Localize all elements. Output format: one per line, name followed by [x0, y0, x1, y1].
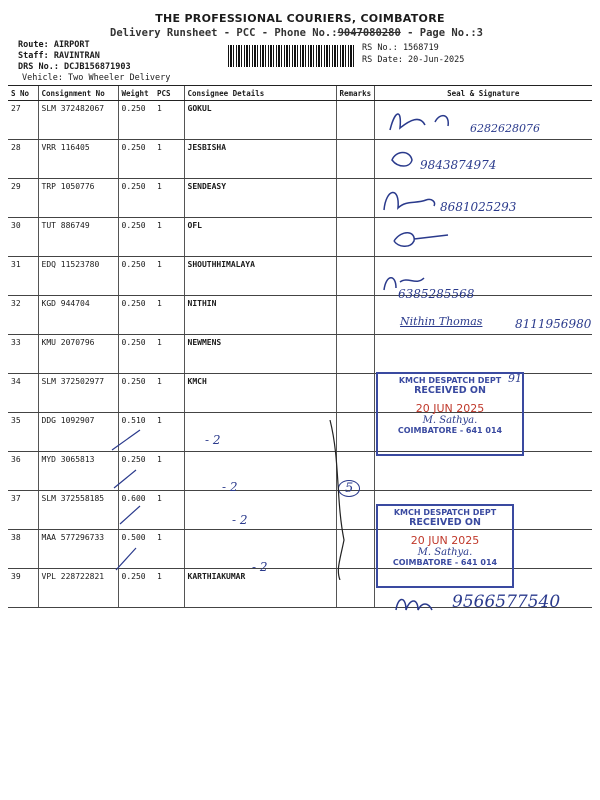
cell-consignee: SHOUTHHIMALAYA: [184, 257, 336, 296]
kmch-stamp-1: [376, 372, 524, 456]
cell-remarks: [336, 101, 374, 140]
phone-number: 9047080280: [337, 27, 401, 39]
cell-pcs: 1: [154, 296, 184, 335]
rs-date: RS Date: 20-Jun-2025: [362, 55, 465, 65]
table-row: [8, 257, 592, 296]
cell-pcs: 1: [154, 335, 184, 374]
cell-seal: [374, 452, 592, 491]
runsheet-subtitle: [110, 27, 483, 39]
page-number: - Page No.:3: [400, 27, 483, 39]
cell-sno: 37: [8, 491, 38, 530]
cell-pcs: 1: [154, 452, 184, 491]
staff-label: Staff: RAVINTRAN: [18, 51, 100, 61]
cell-pcs: 1: [154, 257, 184, 296]
cell-remarks: [336, 413, 374, 452]
cell-remarks: [336, 140, 374, 179]
cell-remarks: [336, 530, 374, 569]
cell-consignment: EDQ 11523780: [38, 257, 118, 296]
cell-remarks: [336, 374, 374, 413]
cell-pcs: 1: [154, 218, 184, 257]
cell-sno: 35: [8, 413, 38, 452]
stamp-date: 20 JUN 2025: [415, 402, 485, 415]
dash-mark-row-37: - 2: [232, 513, 248, 527]
cell-weight: 0.510: [118, 413, 154, 452]
cell-sno: 31: [8, 257, 38, 296]
cell-remarks: [336, 569, 374, 608]
cell-consignment: KMU 2070796: [38, 335, 118, 374]
circled-mark: 5: [338, 480, 360, 497]
cell-consignee: GOKUL: [184, 101, 336, 140]
cell-sno: 34: [8, 374, 38, 413]
cell-weight: 0.250: [118, 452, 154, 491]
stamp-received: RECEIVED ON: [409, 517, 481, 528]
name-row-32: Nithin Thomas: [400, 315, 483, 328]
cell-weight: 0.250: [118, 569, 154, 608]
cell-weight: 0.250: [118, 101, 154, 140]
cell-sno: 32: [8, 296, 38, 335]
cell-weight: 0.250: [118, 257, 154, 296]
cell-pcs: 1: [154, 530, 184, 569]
stamp-dept: KMCH DESPATCH DEPT: [393, 508, 497, 517]
cell-sno: 39: [8, 569, 38, 608]
cell-pcs: 1: [154, 140, 184, 179]
cell-consignment: VPL 228722821: [38, 569, 118, 608]
cell-sno: 38: [8, 530, 38, 569]
cell-remarks: [336, 296, 374, 335]
stamp-received: RECEIVED ON: [414, 385, 486, 396]
table-row: [8, 335, 592, 374]
dash-mark-row-38: - 2: [252, 560, 268, 574]
cell-consignee: [184, 491, 336, 530]
cell-weight: 0.250: [118, 335, 154, 374]
cell-remarks: [336, 335, 374, 374]
stamp-place: COIMBATORE - 641 014: [392, 558, 498, 567]
stamp-date: 20 JUN 2025: [410, 534, 480, 547]
phone-row-31: 6385285568: [398, 287, 475, 301]
cell-weight: 0.250: [118, 374, 154, 413]
col-header-consignee: Consignee Details: [184, 86, 336, 101]
cell-pcs: 1: [154, 413, 184, 452]
cell-remarks: [336, 491, 374, 530]
cell-consignee: JESBISHA: [184, 140, 336, 179]
cell-consignment: MYD 3065813: [38, 452, 118, 491]
table-row: [8, 140, 592, 179]
cell-weight: 0.250: [118, 296, 154, 335]
table-row: [8, 452, 592, 491]
cell-sno: 30: [8, 218, 38, 257]
stamp-sign: M. Sathya.: [422, 415, 478, 426]
cell-consignment: TRP 1050776: [38, 179, 118, 218]
cell-consignment: SLM 372502977: [38, 374, 118, 413]
phone-row-39: 9566577540: [452, 592, 561, 612]
phone-row-28: 9843874974: [420, 158, 497, 172]
cell-consignee: KARTHIAKUMAR: [184, 569, 336, 608]
cell-consignee: KMCH: [184, 374, 336, 413]
vehicle-label: Vehicle: Two Wheeler Delivery: [22, 73, 171, 83]
dash-mark-row-35: - 2: [205, 433, 221, 447]
col-header-pcs: PCS: [154, 86, 184, 101]
cell-pcs: 1: [154, 179, 184, 218]
route-label: Route: AIRPORT: [18, 40, 90, 50]
cell-weight: 0.500: [118, 530, 154, 569]
cell-seal: [374, 218, 592, 257]
cell-pcs: 1: [154, 374, 184, 413]
stamp-sign: M. Sathya.: [417, 547, 473, 558]
col-header-remarks: Remarks: [336, 86, 374, 101]
cell-remarks: [336, 179, 374, 218]
cell-sno: 28: [8, 140, 38, 179]
phone-row-33: 91: [508, 372, 522, 385]
cell-sno: 27: [8, 101, 38, 140]
cell-weight: 0.250: [118, 140, 154, 179]
stamp-place: COIMBATORE - 641 014: [397, 426, 503, 435]
subtitle-prefix: Delivery Runsheet - PCC - Phone No.:: [110, 27, 338, 39]
cell-consignee: NEWMENS: [184, 335, 336, 374]
cell-consignee: SENDEASY: [184, 179, 336, 218]
cell-pcs: 1: [154, 569, 184, 608]
cell-weight: 0.600: [118, 491, 154, 530]
cell-sno: 33: [8, 335, 38, 374]
phone-row-32: 8111956980: [515, 317, 592, 331]
cell-consignment: VRR 116405: [38, 140, 118, 179]
table-row: [8, 296, 592, 335]
cell-consignee: OFL: [184, 218, 336, 257]
cell-sno: 36: [8, 452, 38, 491]
rs-number: RS No.: 1568719: [362, 43, 439, 53]
cell-pcs: 1: [154, 491, 184, 530]
kmch-stamp-2: [376, 504, 514, 588]
table-header-row: [8, 86, 592, 101]
cell-sno: 29: [8, 179, 38, 218]
phone-row-29: 8681025293: [440, 200, 517, 214]
cell-consignee: [184, 452, 336, 491]
cell-consignee: NITHIN: [184, 296, 336, 335]
cell-consignment: SLM 372482067: [38, 101, 118, 140]
cell-consignment: DDG 1092907: [38, 413, 118, 452]
barcode: [228, 45, 356, 67]
dash-mark-row-36: - 2: [222, 480, 238, 494]
cell-seal: [374, 335, 592, 374]
cell-consignment: MAA 577296733: [38, 530, 118, 569]
cell-consignment: TUT 886749: [38, 218, 118, 257]
cell-remarks: [336, 257, 374, 296]
col-header-seal: Seal & Signature: [374, 86, 592, 101]
col-header-consignment: Consignment No: [38, 86, 118, 101]
col-header-sno: S No: [8, 86, 38, 101]
cell-weight: 0.250: [118, 218, 154, 257]
cell-pcs: 1: [154, 101, 184, 140]
cell-remarks: [336, 218, 374, 257]
stamp-dept: KMCH DESPATCH DEPT: [398, 376, 502, 385]
drs-number: DRS No.: DCJB156871903: [18, 62, 131, 72]
document-title: THE PROFESSIONAL COURIERS, COIMBATORE: [155, 12, 445, 25]
table-row: [8, 218, 592, 257]
cell-consignment: KGD 944704: [38, 296, 118, 335]
phone-row-27: 6282628076: [470, 122, 540, 135]
cell-consignment: SLM 372558185: [38, 491, 118, 530]
cell-weight: 0.250: [118, 179, 154, 218]
col-header-weight: Weight: [118, 86, 154, 101]
